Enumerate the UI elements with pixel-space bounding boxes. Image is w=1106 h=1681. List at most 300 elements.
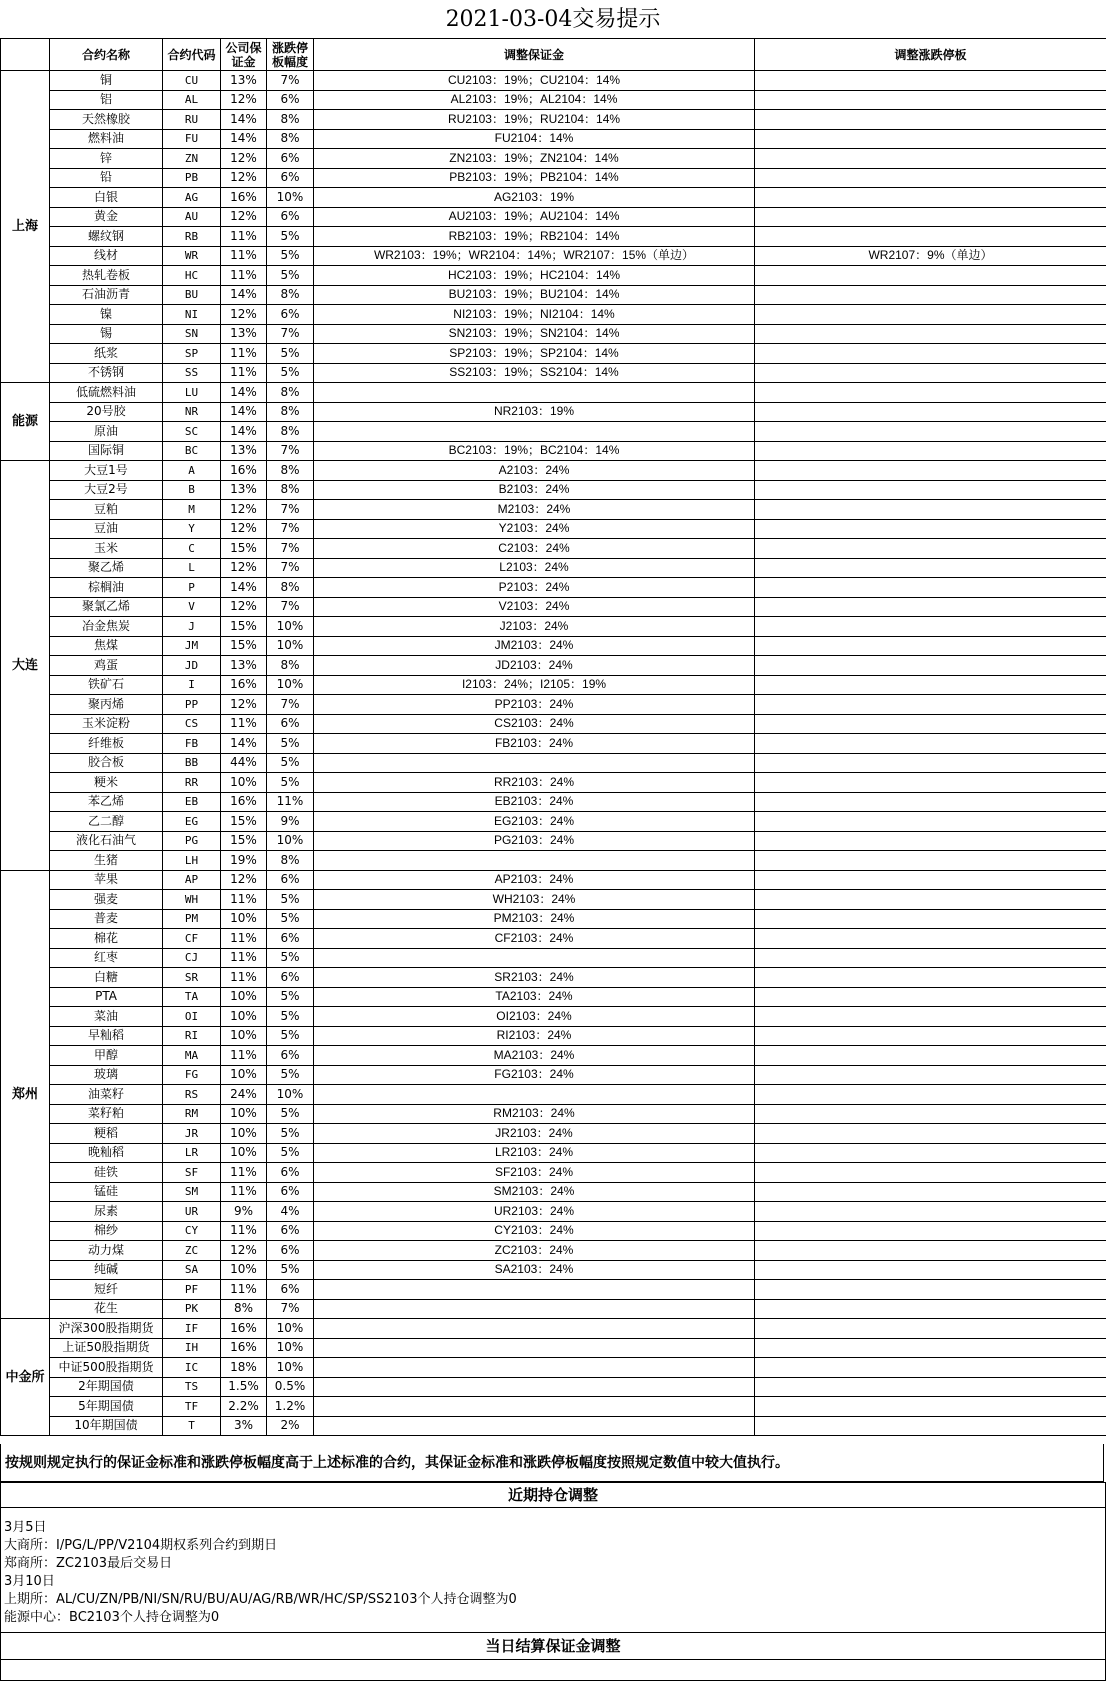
price-limit-cell: 5%: [267, 773, 314, 793]
contract-code-cell: WR: [163, 246, 221, 266]
exchange-cell: 中金所: [1, 1319, 50, 1436]
company-margin-cell: 15%: [221, 539, 267, 559]
price-limit-cell: 10%: [267, 1358, 314, 1378]
adjusted-margin-cell: [314, 1416, 755, 1436]
adjusted-limit-cell: [755, 851, 1106, 871]
contract-name-cell: 热轧卷板: [50, 266, 163, 286]
adjusted-margin-cell: J2103：24%: [314, 617, 755, 637]
contract-name-cell: 玉米: [50, 539, 163, 559]
contract-name-cell: 铜: [50, 71, 163, 91]
company-margin-cell: 15%: [221, 812, 267, 832]
adjusted-margin-cell: PB2103：19%；PB2104：14%: [314, 168, 755, 188]
header-price-limit-line2: 板幅度: [271, 54, 308, 69]
price-limit-cell: 8%: [267, 656, 314, 676]
table-row: [1, 324, 1106, 344]
adjusted-limit-cell: [755, 1046, 1106, 1066]
contract-name-cell: 玻璃: [50, 1065, 163, 1085]
adjusted-limit-cell: [755, 968, 1106, 988]
adjusted-limit-cell: [755, 1007, 1106, 1027]
adjusted-limit-cell: [755, 1299, 1106, 1319]
table-row: [1, 734, 1106, 754]
contract-code-cell: TF: [163, 1397, 221, 1417]
table-row: [1, 870, 1106, 890]
adjusted-limit-cell: [755, 714, 1106, 734]
table-row: [1, 227, 1106, 247]
recent-position-heading: 近期持仓调整: [0, 1482, 1106, 1508]
table-row: [1, 383, 1106, 403]
adjusted-margin-cell: WH2103：24%: [314, 890, 755, 910]
contract-name-cell: 锡: [50, 324, 163, 344]
table-row: [1, 1046, 1106, 1066]
contract-code-cell: A: [163, 461, 221, 481]
company-margin-cell: 19%: [221, 851, 267, 871]
contract-code-cell: RU: [163, 110, 221, 130]
adjusted-limit-cell: [755, 617, 1106, 637]
contract-code-cell: CJ: [163, 948, 221, 968]
company-margin-cell: 11%: [221, 227, 267, 247]
contract-name-cell: 纯碱: [50, 1260, 163, 1280]
contract-name-cell: 大豆1号: [50, 461, 163, 481]
contract-code-cell: PM: [163, 909, 221, 929]
price-limit-cell: 6%: [267, 1046, 314, 1066]
price-limit-cell: 6%: [267, 1163, 314, 1183]
adjusted-margin-cell: C2103：24%: [314, 539, 755, 559]
price-limit-cell: 6%: [267, 968, 314, 988]
adjusted-limit-cell: [755, 188, 1106, 208]
contract-code-cell: I: [163, 675, 221, 695]
adjusted-limit-cell: [755, 1416, 1106, 1436]
adjusted-margin-cell: [314, 1377, 755, 1397]
contract-code-cell: L: [163, 558, 221, 578]
table-row: [1, 890, 1106, 910]
company-margin-cell: 11%: [221, 1221, 267, 1241]
table-row: [1, 714, 1106, 734]
price-limit-cell: 6%: [267, 929, 314, 949]
adjusted-limit-cell: [755, 227, 1106, 247]
contract-code-cell: RS: [163, 1085, 221, 1105]
adjusted-margin-cell: [314, 948, 755, 968]
company-margin-cell: 12%: [221, 558, 267, 578]
company-margin-cell: 12%: [221, 168, 267, 188]
table-row: [1, 1221, 1106, 1241]
contract-code-cell: Y: [163, 519, 221, 539]
table-row: [1, 1260, 1106, 1280]
recent-position-notes: [0, 1508, 1106, 1632]
table-row: [1, 851, 1106, 871]
table-row: [1, 1163, 1106, 1183]
recent-line: 3月5日: [4, 1520, 47, 1535]
price-limit-cell: 5%: [267, 1065, 314, 1085]
adjusted-limit-cell: [755, 149, 1106, 169]
contract-code-cell: SA: [163, 1260, 221, 1280]
contract-code-cell: BC: [163, 441, 221, 461]
adjusted-limit-cell: [755, 1241, 1106, 1261]
table-row: [1, 617, 1106, 637]
contract-code-cell: FU: [163, 129, 221, 149]
company-margin-cell: 11%: [221, 246, 267, 266]
contract-name-cell: 棉花: [50, 929, 163, 949]
contract-code-cell: IC: [163, 1358, 221, 1378]
company-margin-cell: 11%: [221, 1280, 267, 1300]
company-margin-cell: 11%: [221, 714, 267, 734]
price-limit-cell: 6%: [267, 168, 314, 188]
table-row: [1, 149, 1106, 169]
adjusted-margin-cell: B2103：24%: [314, 480, 755, 500]
company-margin-cell: 11%: [221, 948, 267, 968]
adjusted-margin-cell: JR2103：24%: [314, 1124, 755, 1144]
price-limit-cell: 8%: [267, 110, 314, 130]
adjusted-limit-cell: [755, 1221, 1106, 1241]
contract-code-cell: LR: [163, 1143, 221, 1163]
adjusted-limit-cell: [755, 1202, 1106, 1222]
company-margin-cell: 14%: [221, 285, 267, 305]
contract-name-cell: 锌: [50, 149, 163, 169]
contract-code-cell: M: [163, 500, 221, 520]
table-row: [1, 168, 1106, 188]
contract-code-cell: AL: [163, 90, 221, 110]
price-limit-cell: 6%: [267, 1221, 314, 1241]
adjusted-margin-cell: MA2103：24%: [314, 1046, 755, 1066]
table-body: [1, 71, 1106, 1436]
price-limit-cell: 7%: [267, 558, 314, 578]
company-margin-cell: 13%: [221, 71, 267, 91]
price-limit-cell: 5%: [267, 948, 314, 968]
adjusted-limit-cell: [755, 539, 1106, 559]
adjusted-margin-cell: SA2103：24%: [314, 1260, 755, 1280]
adjusted-limit-cell: [755, 656, 1106, 676]
adjusted-limit-cell: [755, 461, 1106, 481]
price-limit-cell: 7%: [267, 324, 314, 344]
price-limit-cell: 5%: [267, 1026, 314, 1046]
contract-code-cell: CY: [163, 1221, 221, 1241]
contract-name-cell: 棉纱: [50, 1221, 163, 1241]
adjusted-margin-cell: PP2103：24%: [314, 695, 755, 715]
contract-name-cell: 黄金: [50, 207, 163, 227]
contract-code-cell: CF: [163, 929, 221, 949]
contract-name-cell: 鸡蛋: [50, 656, 163, 676]
company-margin-cell: 12%: [221, 500, 267, 520]
adjusted-limit-cell: [755, 285, 1106, 305]
company-margin-cell: 13%: [221, 441, 267, 461]
adjusted-limit-cell: [755, 1397, 1106, 1417]
company-margin-cell: 14%: [221, 110, 267, 130]
company-margin-cell: 16%: [221, 792, 267, 812]
price-limit-cell: 2%: [267, 1416, 314, 1436]
price-limit-cell: 7%: [267, 441, 314, 461]
contract-code-cell: RR: [163, 773, 221, 793]
contract-name-cell: 锰硅: [50, 1182, 163, 1202]
price-limit-cell: 5%: [267, 227, 314, 247]
company-margin-cell: 44%: [221, 753, 267, 773]
table-row: [1, 1416, 1106, 1436]
adjusted-margin-cell: HC2103：19%；HC2104：14%: [314, 266, 755, 286]
adjusted-margin-cell: ZN2103：19%；ZN2104：14%: [314, 149, 755, 169]
company-margin-cell: 12%: [221, 90, 267, 110]
price-limit-cell: 5%: [267, 266, 314, 286]
contract-code-cell: JD: [163, 656, 221, 676]
price-limit-cell: 6%: [267, 207, 314, 227]
adjusted-limit-cell: [755, 207, 1106, 227]
table-row: [1, 1338, 1106, 1358]
contract-name-cell: 原油: [50, 422, 163, 442]
contract-name-cell: 焦煤: [50, 636, 163, 656]
contract-name-cell: 燃料油: [50, 129, 163, 149]
adjusted-margin-cell: NI2103：19%；NI2104：14%: [314, 305, 755, 325]
settlement-margin-body: [0, 1660, 1106, 1681]
exchange-cell: 大连: [1, 461, 50, 871]
company-margin-cell: 10%: [221, 1124, 267, 1144]
adjusted-margin-cell: A2103：24%: [314, 461, 755, 481]
adjusted-limit-cell: [755, 129, 1106, 149]
contract-name-cell: 苹果: [50, 870, 163, 890]
table-row: [1, 500, 1106, 520]
adjusted-limit-cell: [755, 1377, 1106, 1397]
contract-name-cell: 液化石油气: [50, 831, 163, 851]
price-limit-cell: 5%: [267, 1104, 314, 1124]
adjusted-margin-cell: Y2103：24%: [314, 519, 755, 539]
contract-name-cell: 上证50股指期货: [50, 1338, 163, 1358]
price-limit-cell: 6%: [267, 1241, 314, 1261]
recent-line: 能源中心：BC2103个人持仓调整为0: [4, 1610, 220, 1625]
contract-code-cell: EB: [163, 792, 221, 812]
company-margin-cell: 8%: [221, 1299, 267, 1319]
table-row: [1, 402, 1106, 422]
adjusted-margin-cell: RB2103：19%；RB2104：14%: [314, 227, 755, 247]
adjusted-margin-cell: JM2103：24%: [314, 636, 755, 656]
table-row: [1, 1026, 1106, 1046]
table-row: [1, 753, 1106, 773]
contract-code-cell: IF: [163, 1319, 221, 1339]
adjusted-margin-cell: CS2103：24%: [314, 714, 755, 734]
contract-code-cell: LU: [163, 383, 221, 403]
header-price-limit: [267, 39, 314, 71]
adjusted-margin-cell: RU2103：19%；RU2104：14%: [314, 110, 755, 130]
company-margin-cell: 10%: [221, 1143, 267, 1163]
adjusted-margin-cell: TA2103：24%: [314, 987, 755, 1007]
table-row: [1, 71, 1106, 91]
adjusted-margin-cell: RR2103：24%: [314, 773, 755, 793]
company-margin-cell: 16%: [221, 1319, 267, 1339]
header-company-margin-line2: 证金: [231, 54, 256, 69]
adjusted-margin-cell: EG2103：24%: [314, 812, 755, 832]
adjusted-limit-cell: [755, 909, 1106, 929]
company-margin-cell: 16%: [221, 675, 267, 695]
contract-code-cell: RI: [163, 1026, 221, 1046]
contract-code-cell: UR: [163, 1202, 221, 1222]
table-row: [1, 188, 1106, 208]
price-limit-cell: 8%: [267, 461, 314, 481]
contract-code-cell: HC: [163, 266, 221, 286]
adjusted-margin-cell: AG2103：19%: [314, 188, 755, 208]
adjusted-limit-cell: [755, 363, 1106, 383]
contract-code-cell: NI: [163, 305, 221, 325]
table-row: [1, 948, 1106, 968]
table-row: [1, 558, 1106, 578]
table-row: [1, 363, 1106, 383]
contract-name-cell: 2年期国债: [50, 1377, 163, 1397]
table-row: [1, 285, 1106, 305]
price-limit-cell: 7%: [267, 1299, 314, 1319]
adjusted-limit-cell: [755, 1085, 1106, 1105]
company-margin-cell: 13%: [221, 324, 267, 344]
adjusted-margin-cell: [314, 1358, 755, 1378]
company-margin-cell: 14%: [221, 129, 267, 149]
company-margin-cell: 10%: [221, 1104, 267, 1124]
price-limit-cell: 8%: [267, 422, 314, 442]
table-row: [1, 1124, 1106, 1144]
adjusted-margin-cell: SF2103：24%: [314, 1163, 755, 1183]
adjusted-margin-cell: [314, 1338, 755, 1358]
company-margin-cell: 10%: [221, 773, 267, 793]
header-price-limit-line1: 涨跌停: [271, 40, 308, 55]
company-margin-cell: 13%: [221, 656, 267, 676]
table-row: [1, 110, 1106, 130]
contract-code-cell: ZN: [163, 149, 221, 169]
adjusted-limit-cell: [755, 753, 1106, 773]
price-limit-cell: 10%: [267, 831, 314, 851]
table-row: [1, 129, 1106, 149]
header-company-margin: [221, 39, 267, 71]
adjusted-limit-cell: [755, 402, 1106, 422]
table-row: [1, 344, 1106, 364]
adjusted-margin-cell: SP2103：19%；SP2104：14%: [314, 344, 755, 364]
contract-code-cell: RM: [163, 1104, 221, 1124]
company-margin-cell: 12%: [221, 207, 267, 227]
contract-code-cell: SF: [163, 1163, 221, 1183]
price-limit-cell: 6%: [267, 1280, 314, 1300]
recent-line: 大商所：I/PG/L/PP/V2104期权系列合约到期日: [4, 1538, 278, 1553]
adjusted-margin-cell: M2103：24%: [314, 500, 755, 520]
adjusted-margin-cell: PM2103：24%: [314, 909, 755, 929]
table-row: [1, 597, 1106, 617]
adjusted-limit-cell: [755, 1338, 1106, 1358]
adjusted-limit-cell: [755, 948, 1106, 968]
company-margin-cell: 13%: [221, 480, 267, 500]
price-limit-cell: 10%: [267, 1319, 314, 1339]
adjusted-margin-cell: I2103：24%；I2105：19%: [314, 675, 755, 695]
adjusted-margin-cell: OI2103：24%: [314, 1007, 755, 1027]
adjusted-limit-cell: [755, 1319, 1106, 1339]
adjusted-margin-cell: LR2103：24%: [314, 1143, 755, 1163]
price-limit-cell: 5%: [267, 734, 314, 754]
company-margin-cell: 14%: [221, 402, 267, 422]
adjusted-limit-cell: [755, 870, 1106, 890]
adjusted-margin-cell: BU2103：19%；BU2104：14%: [314, 285, 755, 305]
table-row: [1, 1085, 1106, 1105]
contract-name-cell: 早籼稻: [50, 1026, 163, 1046]
contract-code-cell: J: [163, 617, 221, 637]
adjusted-margin-cell: SN2103：19%；SN2104：14%: [314, 324, 755, 344]
contract-name-cell: 铁矿石: [50, 675, 163, 695]
contract-code-cell: FG: [163, 1065, 221, 1085]
header-contract-name: 合约名称: [50, 39, 163, 71]
table-row: [1, 636, 1106, 656]
table-row: [1, 1104, 1106, 1124]
table-row: [1, 792, 1106, 812]
table-row: [1, 246, 1106, 266]
price-limit-cell: 8%: [267, 402, 314, 422]
adjusted-margin-cell: AL2103：19%；AL2104：14%: [314, 90, 755, 110]
contract-name-cell: 红枣: [50, 948, 163, 968]
price-limit-cell: 8%: [267, 129, 314, 149]
price-limit-cell: 0.5%: [267, 1377, 314, 1397]
company-margin-cell: 15%: [221, 831, 267, 851]
settlement-margin-heading: 当日结算保证金调整: [0, 1632, 1106, 1660]
price-limit-cell: 8%: [267, 285, 314, 305]
contract-code-cell: PP: [163, 695, 221, 715]
adjusted-limit-cell: [755, 890, 1106, 910]
contract-name-cell: 玉米淀粉: [50, 714, 163, 734]
exchange-cell: 郑州: [1, 870, 50, 1319]
company-margin-cell: 15%: [221, 617, 267, 637]
adjusted-margin-cell: WR2103：19%；WR2104：14%；WR2107：15%（单边）: [314, 246, 755, 266]
adjusted-limit-cell: [755, 929, 1106, 949]
company-margin-cell: 18%: [221, 1358, 267, 1378]
adjusted-margin-cell: ZC2103：24%: [314, 1241, 755, 1261]
adjusted-limit-cell: [755, 519, 1106, 539]
adjusted-limit-cell: [755, 168, 1106, 188]
contract-name-cell: 国际铜: [50, 441, 163, 461]
adjusted-margin-cell: PG2103：24%: [314, 831, 755, 851]
price-limit-cell: 6%: [267, 1182, 314, 1202]
contract-code-cell: PK: [163, 1299, 221, 1319]
table-row: [1, 1299, 1106, 1319]
contract-name-cell: 5年期国债: [50, 1397, 163, 1417]
adjusted-margin-cell: [314, 1299, 755, 1319]
adjusted-limit-cell: [755, 1260, 1106, 1280]
contract-name-cell: 豆油: [50, 519, 163, 539]
adjusted-limit-cell: [755, 1358, 1106, 1378]
table-row: [1, 656, 1106, 676]
contract-code-cell: AP: [163, 870, 221, 890]
table-row: [1, 968, 1106, 988]
company-margin-cell: 12%: [221, 1241, 267, 1261]
contract-code-cell: P: [163, 578, 221, 598]
table-row: [1, 578, 1106, 598]
contract-name-cell: PTA: [50, 987, 163, 1007]
company-margin-cell: 12%: [221, 149, 267, 169]
price-limit-cell: 10%: [267, 636, 314, 656]
company-margin-cell: 3%: [221, 1416, 267, 1436]
company-margin-cell: 12%: [221, 870, 267, 890]
contract-code-cell: RB: [163, 227, 221, 247]
contract-code-cell: JM: [163, 636, 221, 656]
contract-name-cell: 纸浆: [50, 344, 163, 364]
company-margin-cell: 16%: [221, 461, 267, 481]
contract-name-cell: 沪深300股指期货: [50, 1319, 163, 1339]
table-row: [1, 441, 1106, 461]
price-limit-cell: 8%: [267, 578, 314, 598]
adjusted-limit-cell: [755, 1124, 1106, 1144]
contract-name-cell: 苯乙烯: [50, 792, 163, 812]
table-row: [1, 1280, 1106, 1300]
company-margin-cell: 10%: [221, 1026, 267, 1046]
adjusted-margin-cell: CF2103：24%: [314, 929, 755, 949]
company-margin-cell: 10%: [221, 987, 267, 1007]
contract-name-cell: 棕榈油: [50, 578, 163, 598]
contract-name-cell: 乙二醇: [50, 812, 163, 832]
company-margin-cell: 14%: [221, 734, 267, 754]
adjusted-limit-cell: [755, 90, 1106, 110]
contract-code-cell: WH: [163, 890, 221, 910]
table-row: [1, 987, 1106, 1007]
contract-name-cell: 动力煤: [50, 1241, 163, 1261]
adjusted-margin-cell: SS2103：19%；SS2104：14%: [314, 363, 755, 383]
adjusted-margin-cell: [314, 422, 755, 442]
price-limit-cell: 5%: [267, 753, 314, 773]
adjusted-margin-cell: SR2103：24%: [314, 968, 755, 988]
adjusted-margin-cell: FG2103：24%: [314, 1065, 755, 1085]
